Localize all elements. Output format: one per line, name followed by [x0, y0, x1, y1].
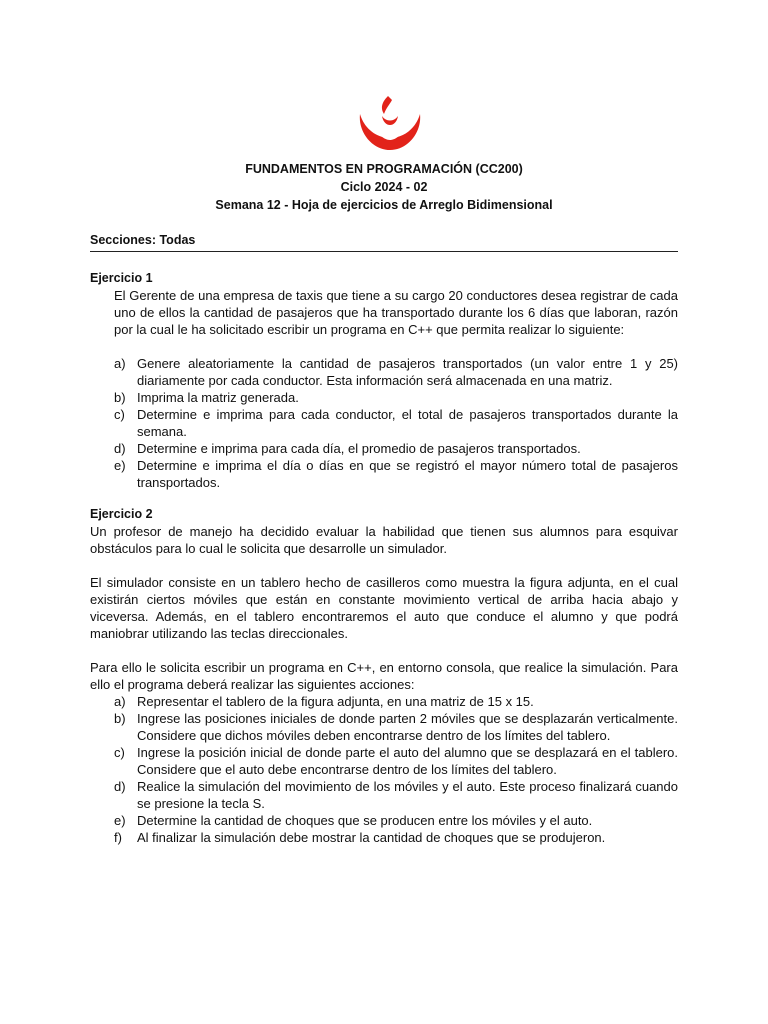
exercise-2-title: Ejercicio 2 [90, 507, 153, 521]
list-item: a) Genere aleatoriamente la cantidad de pasajeros transportados (un valor entre 1 y 25) diariamente por cada conductor. Esta información será almacenada en una matriz. [114, 356, 678, 388]
document-header [90, 160, 678, 214]
list-item: b) Ingrese las posiciones iniciales de donde parten 2 móviles que se desplazarán verticalmente. Considere que dichos móviles deben encontrarse dentro de los límites del tablero. [114, 711, 678, 743]
list-item: b) Imprima la matriz generada. [114, 390, 299, 405]
list-item: c) Determine e imprima para cada conductor, el total de pasajeros transportados durante la semana. [114, 407, 678, 439]
upc-logo-icon [342, 92, 438, 156]
list-item: d) Realice la simulación del movimiento de los móviles y el auto. Este proceso finalizará cuando se presione la tecla S. [114, 779, 678, 811]
exercise-2-paragraph-1: Un profesor de manejo ha decidido evaluar la habilidad que tienen sus alumnos para esquivar obstáculos para lo cual le solicita que desarrolle un simulador. [90, 524, 678, 556]
list-item: d) Determine e imprima para cada día, el promedio de pasajeros transportados. [114, 441, 581, 456]
exercise-2-paragraph-3: Para ello le solicita escribir un programa en C++, en entorno consola, que realice la simulación. Para ello el programa deberá realizar las siguientes acciones: [90, 660, 678, 692]
exercise-1 [90, 270, 678, 491]
exercise-1-intro: El Gerente de una empresa de taxis que tiene a su cargo 20 conductores desea registrar de cada uno de ellos la cantidad de pasajeros que ha transportado durante los 6 días que laboran, razón por la cual le ha solicitado escribir un programa en C++ que permita realizar lo siguiente: [114, 288, 678, 337]
list-item: e) Determine e imprima el día o días en que se registró el mayor número total de pasajeros transportados. [114, 458, 678, 490]
course-title: FUNDAMENTOS EN PROGRAMACIÓN (CC200) [245, 162, 523, 176]
cycle-label: Ciclo 2024 - 02 [340, 180, 428, 194]
list-item: e) Determine la cantidad de choques que se producen entre los móviles y el auto. [114, 813, 593, 828]
sections-label: Secciones: Todas [90, 232, 678, 252]
exercise-1-list [90, 355, 678, 491]
exercise-2-list [90, 693, 678, 846]
list-item: c) Ingrese la posición inicial de donde parte el auto del alumno que se desplazará en el tablero. Considere que el auto debe encontrarse dentro de los límites del tablero. [114, 745, 678, 777]
list-item: a) Representar el tablero de la figura adjunta, en una matriz de 15 x 15. [114, 694, 534, 709]
exercise-1-title: Ejercicio 1 [90, 271, 153, 285]
exercise-2-paragraph-2: El simulador consiste en un tablero hecho de casilleros como muestra la figura adjunta, en el cual existirán ciertos móviles que están en constante movimiento vertical de arriba hacia abajo y viceversa. Además, en el tablero encontraremos el auto que conduce el alumno y que podrá maniobrar utilizando las teclas direccionales. [90, 575, 678, 641]
week-title: Semana 12 - Hoja de ejercicios de Arreglo Bidimensional [215, 198, 553, 212]
exercise-2 [90, 506, 678, 846]
list-item: f) Al finalizar la simulación debe mostrar la cantidad de choques que se produjeron. [114, 830, 606, 845]
